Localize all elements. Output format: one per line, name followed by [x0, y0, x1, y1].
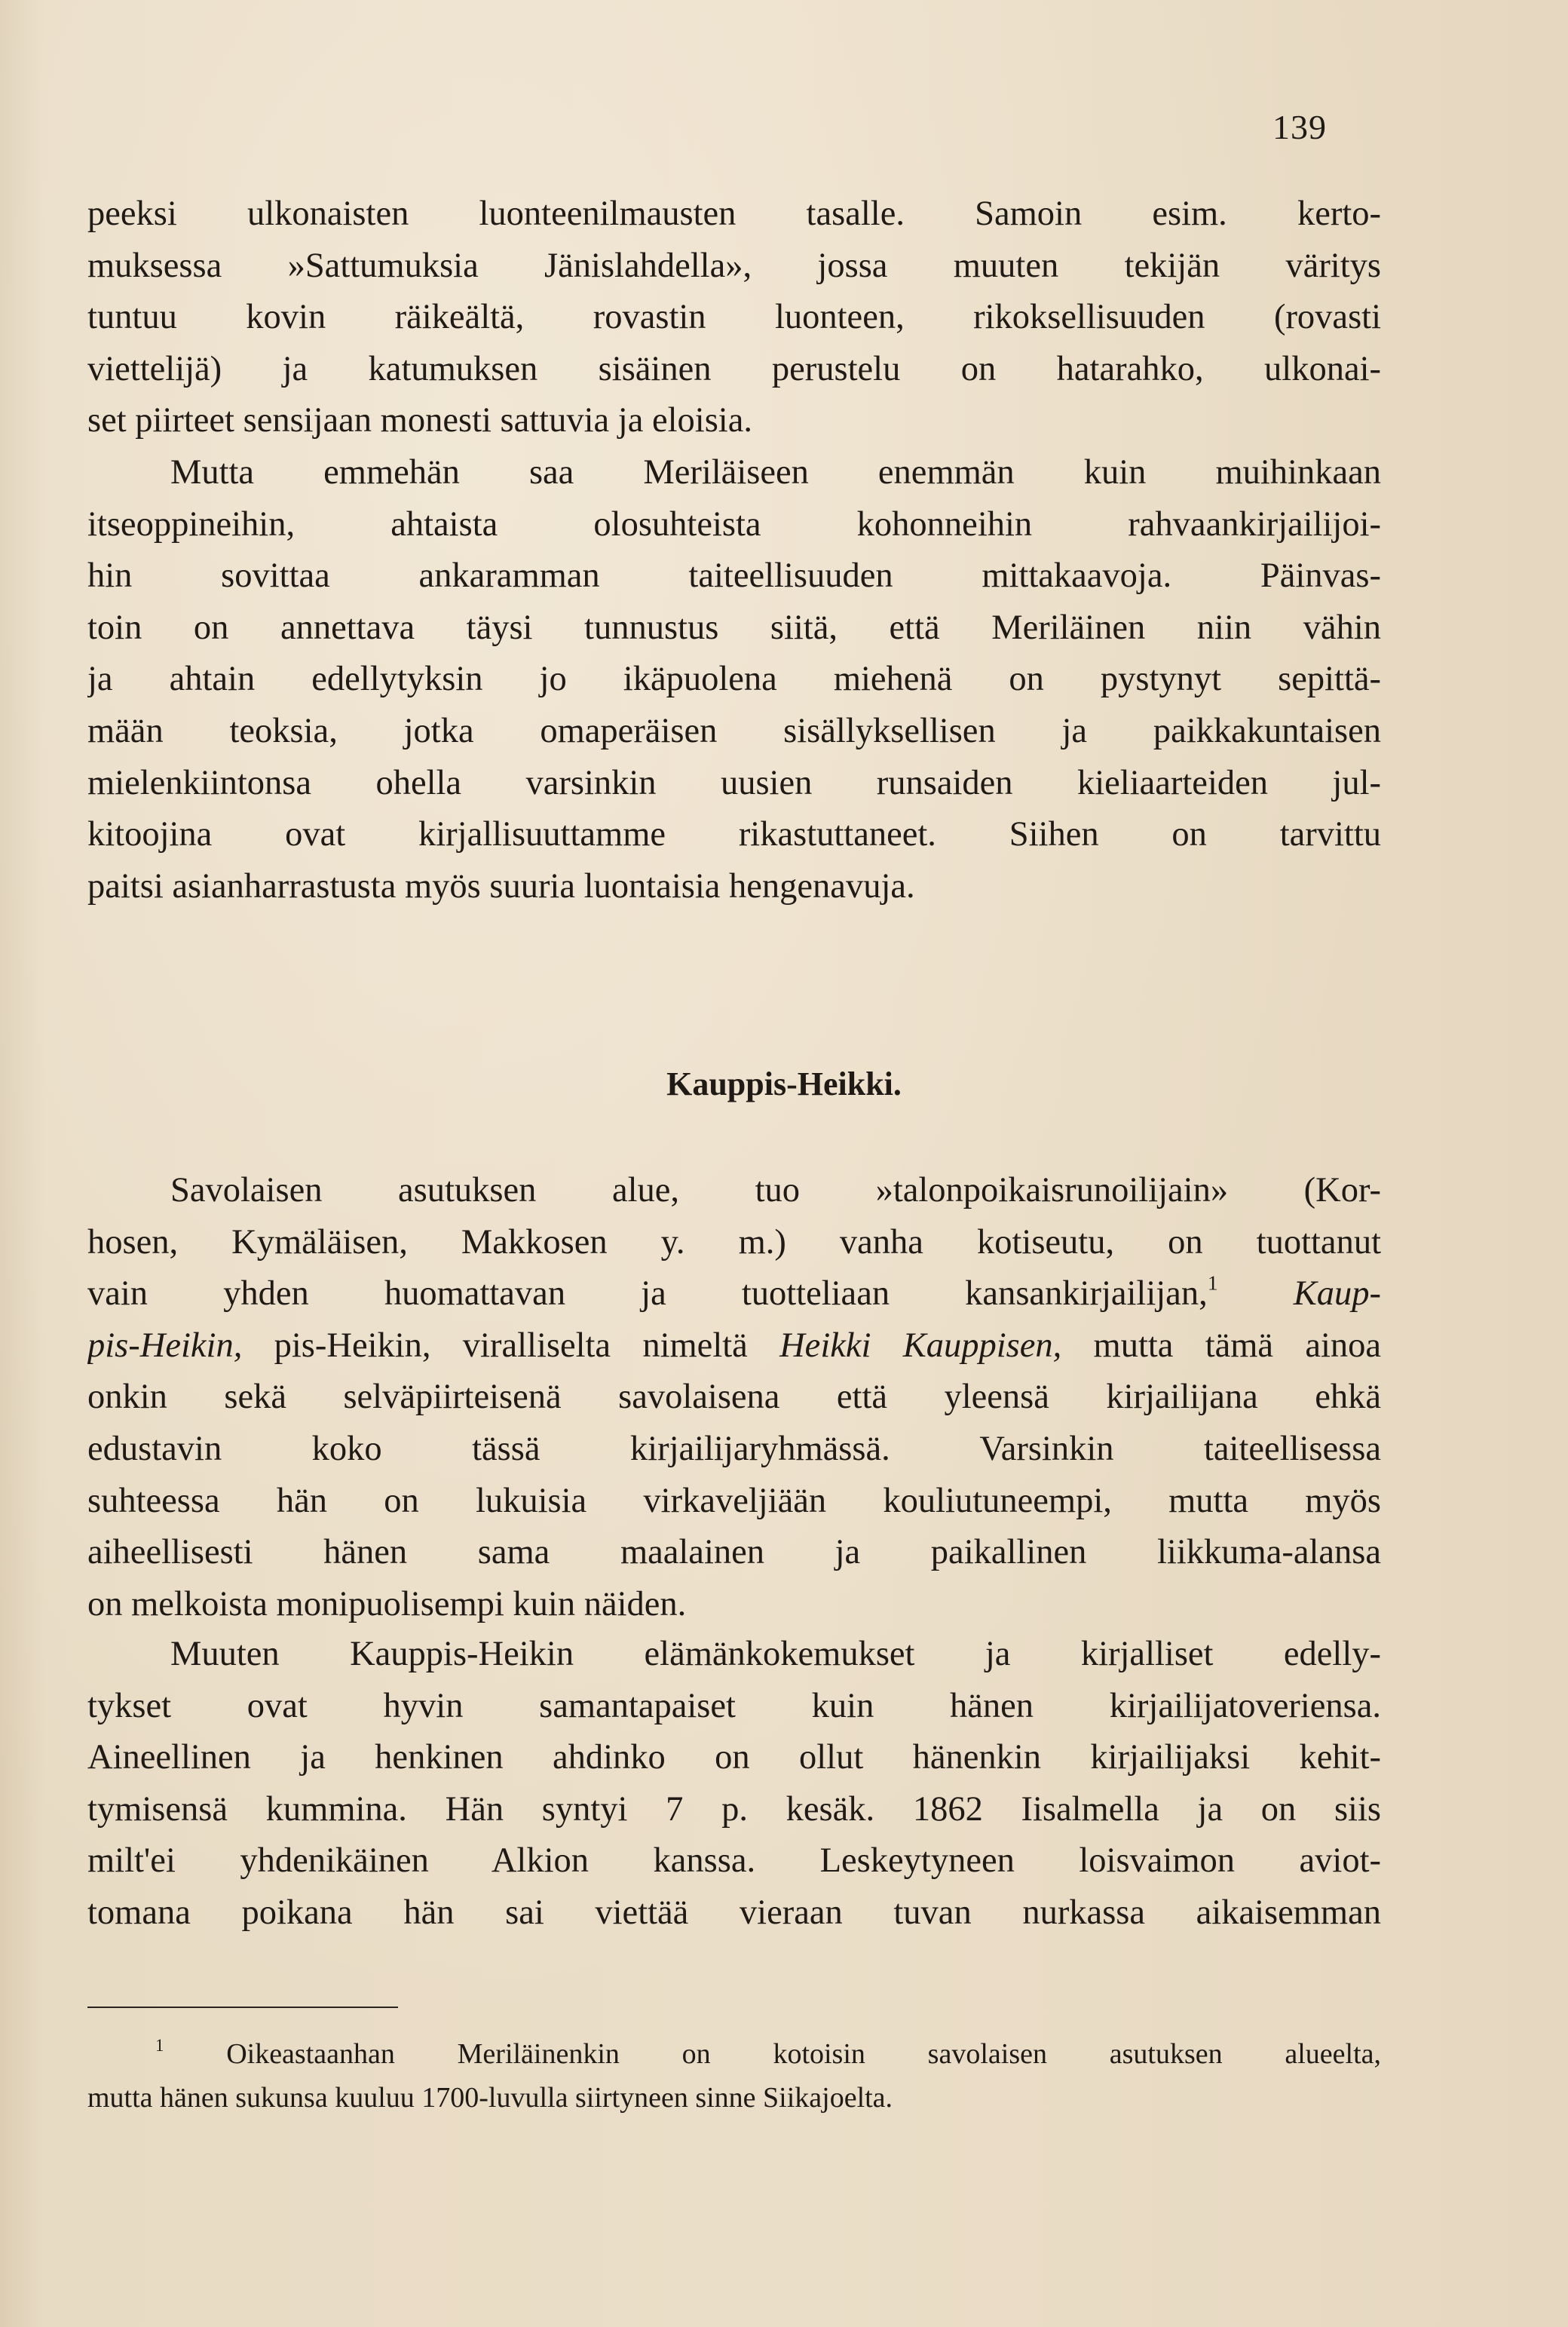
footnote-marker: 1	[155, 2036, 164, 2056]
text-line: kitoojina ovat kirjallisuuttamme rikastuttaneet. Siihen on tarvittu	[87, 815, 1381, 854]
text-line: edustavin koko tässä kirjailijaryhmässä. Varsinkin taiteellisessa	[87, 1429, 1381, 1468]
text-line: Muuten Kauppis-Heikin elämänkokemukset ja kirjalliset edelly-	[170, 1635, 1381, 1673]
text-line: toin on annettava täysi tunnustus siitä, että Meriläinen niin vähin	[87, 608, 1381, 647]
text-line: viettelijä) ja katumuksen sisäinen perustelu on hatarahko, ulkonai-	[87, 349, 1381, 388]
text-line: tomana poikana hän sai viettää vieraan tuvan nurkassa aikaisemman	[87, 1893, 1381, 1932]
text-line: tuntuu kovin räikeältä, rovastin luonteen, rikoksellisuuden (rovasti	[87, 298, 1381, 337]
text-line: Mutta emmehän saa Meriläiseen enemmän kuin muihinkaan	[170, 453, 1381, 492]
text-line: Aineellinen ja henkinen ahdinko on ollut hänenkin kirjailijaksi kehit-	[87, 1738, 1381, 1777]
text-fragment: mutta tämä ainoa	[1093, 1326, 1381, 1365]
paragraph-continuation	[87, 189, 1381, 447]
text-line: itseoppineihin, ahtaista olosuhteista kohonneihin rahvaankirjailijoi-	[87, 504, 1381, 544]
text-line: aiheellisesti hänen sama maalainen ja paikallinen liikkuma-alansa	[87, 1533, 1381, 1572]
italic-name-fragment: pis-Heikin,	[87, 1326, 243, 1365]
text-line: paitsi asianharrastusta myös suuria luontaisia hengenavuja.	[87, 866, 915, 906]
footnote-line: mutta hänen sukunsa kuuluu 1700-luvulla siirtyneen sinne Siikajoelta.	[87, 2082, 893, 2114]
text-line: set piirteet sensijaan monesti sattuvia ja eloisia.	[87, 401, 752, 440]
text-line: Savolaisen asutuksen alue, tuo »talonpoikaisrunoilijain» (Kor-	[170, 1171, 1381, 1209]
text-fragment: vain yhden huomattavan ja tuotteliaan kansankirjailijan,	[87, 1274, 1208, 1314]
paragraph-kauppis-intro	[87, 1165, 1381, 1630]
section-heading: Kauppis-Heikki.	[666, 1065, 902, 1102]
footnote-reference: 1	[1207, 1271, 1218, 1295]
text-line: hin sovittaa ankaramman taiteellisuuden mittakaavoja. Päinvas-	[87, 556, 1381, 596]
footnote-divider	[87, 2007, 398, 2008]
italic-official-name: Heikki Kauppisen,	[779, 1326, 1062, 1365]
footnote-line	[87, 2032, 1381, 2076]
page-number: 139	[1272, 108, 1327, 146]
text-fragment: pis-Heikin, viralliselta nimeltä	[274, 1326, 748, 1365]
text-line: mään teoksia, jotka omaperäisen sisällyksellisen ja paikkakuntaisen	[87, 711, 1381, 750]
text-line-with-footnote	[87, 1268, 1381, 1320]
text-line: tymisensä kummina. Hän syntyi 7 p. kesäk. 1862 Iisalmella ja on siis	[87, 1789, 1381, 1829]
text-line: on melkoista monipuolisempi kuin näiden.	[87, 1584, 687, 1623]
text-line: peeksi ulkonaisten luonteenilmausten tasalle. Samoin esim. kerto-	[87, 195, 1381, 233]
footnote	[87, 2032, 1381, 2120]
text-line: milt'ei yhdenikäinen Alkion kanssa. Leskeytyneen loisvaimon aviot-	[87, 1841, 1381, 1881]
text-line: onkin sekä selväpiirteisenä savolaisena että yleensä kirjailijana ehkä	[87, 1378, 1381, 1417]
italic-name-fragment: Kaup-	[1293, 1274, 1381, 1314]
text-line: mielenkiintonsa ohella varsinkin uusien runsaiden kieliaarteiden jul-	[87, 763, 1381, 802]
paragraph-kauppis-life	[87, 1629, 1381, 1939]
text-line: tykset ovat hyvin samantapaiset kuin hänen kirjailijatoveriensa.	[87, 1686, 1381, 1725]
text-line: suhteessa hän on lukuisia virkaveljiään kouliutuneempi, mutta myös	[87, 1481, 1381, 1520]
footnote-text: Oikeastaanhan Meriläinenkin on kotoisin savolaisen asutuksen alueelta,	[226, 2038, 1381, 2070]
paragraph-merilainen	[87, 447, 1381, 912]
text-line: hosen, Kymäläisen, Makkosen y. m.) vanha kotiseutu, on tuottanut	[87, 1222, 1381, 1262]
text-line: muksessa »Sattumuksia Jänislahdella», jossa muuten tekijän väritys	[87, 246, 1381, 285]
text-line-with-italics	[87, 1320, 1381, 1372]
text-line: ja ahtain edellytyksin jo ikäpuolena miehenä on pystynyt sepittä-	[87, 660, 1381, 699]
